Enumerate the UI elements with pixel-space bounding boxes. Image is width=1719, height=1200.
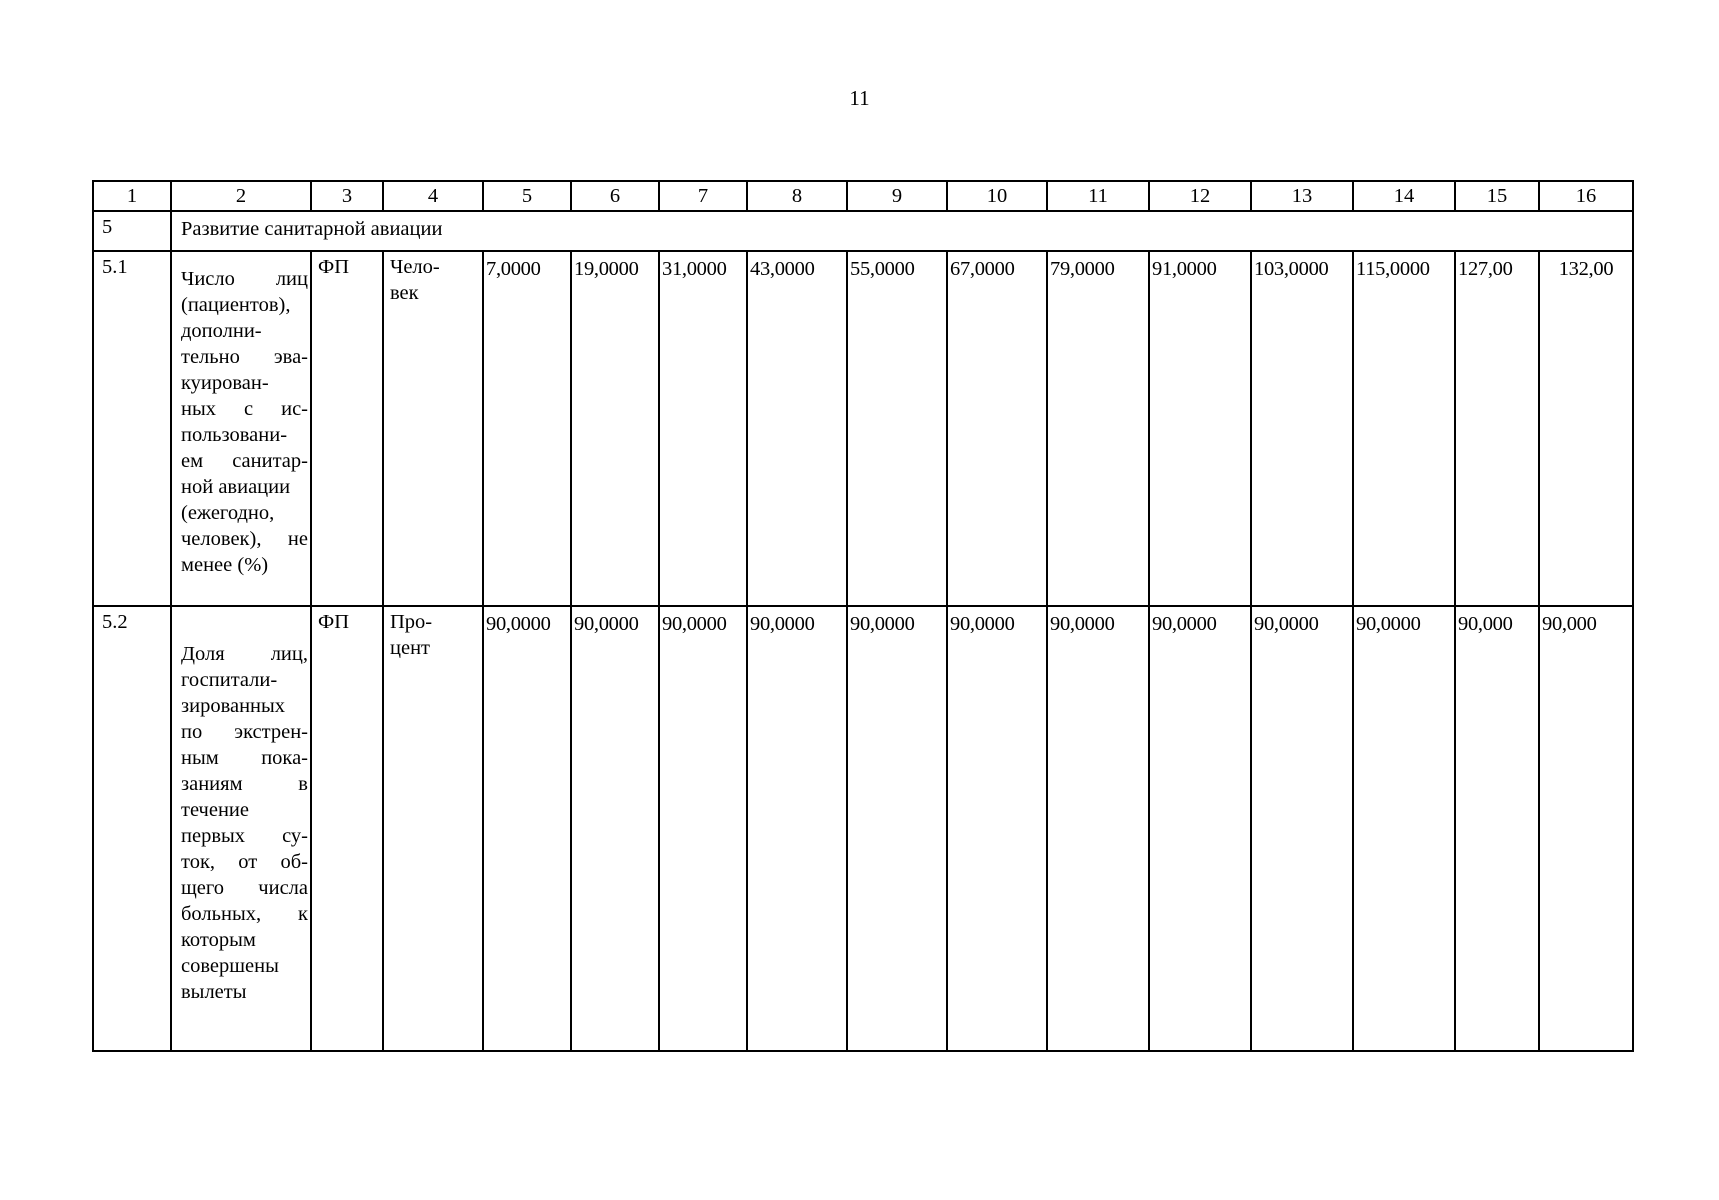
row-id: 5.1 bbox=[93, 251, 171, 606]
value-cell: 31,0000 bbox=[659, 251, 747, 606]
column-header: 9 bbox=[847, 181, 947, 211]
source-code: ФП bbox=[311, 606, 383, 1051]
value-cell: 90,000 bbox=[1539, 606, 1633, 1051]
value-cell: 103,0000 bbox=[1251, 251, 1353, 606]
unit: Чело- век bbox=[383, 251, 483, 606]
value-cell: 43,0000 bbox=[747, 251, 847, 606]
column-header: 10 bbox=[947, 181, 1047, 211]
value-cell: 19,0000 bbox=[571, 251, 659, 606]
value-cell: 132,00 bbox=[1539, 251, 1633, 606]
value-cell: 90,0000 bbox=[847, 606, 947, 1051]
table-row bbox=[93, 606, 1633, 1051]
value-cell: 90,0000 bbox=[1047, 606, 1149, 1051]
indicator-name: Доля лиц, госпитали- зированных по экстрен- ным пока- заниям в течение первых су- ток, от об- щего числа больных, к которым совершены вылеты bbox=[171, 606, 311, 1051]
value-cell: 127,00 bbox=[1455, 251, 1539, 606]
column-header: 8 bbox=[747, 181, 847, 211]
value-cell: 7,0000 bbox=[483, 251, 571, 606]
column-header: 11 bbox=[1047, 181, 1149, 211]
value-cell: 90,0000 bbox=[1149, 606, 1251, 1051]
section-row bbox=[93, 211, 1633, 251]
value-cell: 55,0000 bbox=[847, 251, 947, 606]
section-id: 5 bbox=[93, 211, 171, 251]
value-cell: 90,0000 bbox=[659, 606, 747, 1051]
value-cell: 90,000 bbox=[1455, 606, 1539, 1051]
value-cell: 79,0000 bbox=[1047, 251, 1149, 606]
column-header: 14 bbox=[1353, 181, 1455, 211]
column-header: 7 bbox=[659, 181, 747, 211]
column-header: 13 bbox=[1251, 181, 1353, 211]
column-header: 2 bbox=[171, 181, 311, 211]
column-header: 3 bbox=[311, 181, 383, 211]
source-code: ФП bbox=[311, 251, 383, 606]
table-row bbox=[93, 251, 1633, 606]
value-cell: 90,0000 bbox=[571, 606, 659, 1051]
value-cell: 90,0000 bbox=[1353, 606, 1455, 1051]
value-cell: 90,0000 bbox=[947, 606, 1047, 1051]
column-header: 6 bbox=[571, 181, 659, 211]
value-cell: 90,0000 bbox=[483, 606, 571, 1051]
indicator-name: Число лиц (пациентов), дополни- тельно эва- куирован- ных с ис- пользовани- ем санитар- ной авиации (ежегодно, человек), не менее (%) bbox=[171, 251, 311, 606]
row-id: 5.2 bbox=[93, 606, 171, 1051]
value-cell: 90,0000 bbox=[1251, 606, 1353, 1051]
column-header: 15 bbox=[1455, 181, 1539, 211]
section-title: Развитие санитарной авиации bbox=[171, 211, 1633, 251]
page-number: 11 bbox=[849, 86, 870, 110]
value-cell: 90,0000 bbox=[747, 606, 847, 1051]
value-cell: 91,0000 bbox=[1149, 251, 1251, 606]
column-header: 4 bbox=[383, 181, 483, 211]
column-header: 12 bbox=[1149, 181, 1251, 211]
indicators-table bbox=[92, 180, 1634, 1052]
value-cell: 115,0000 bbox=[1353, 251, 1455, 606]
column-header: 5 bbox=[483, 181, 571, 211]
column-header: 1 bbox=[93, 181, 171, 211]
column-header: 16 bbox=[1539, 181, 1633, 211]
column-header-row bbox=[93, 181, 1633, 211]
value-cell: 67,0000 bbox=[947, 251, 1047, 606]
unit: Про- цент bbox=[383, 606, 483, 1051]
